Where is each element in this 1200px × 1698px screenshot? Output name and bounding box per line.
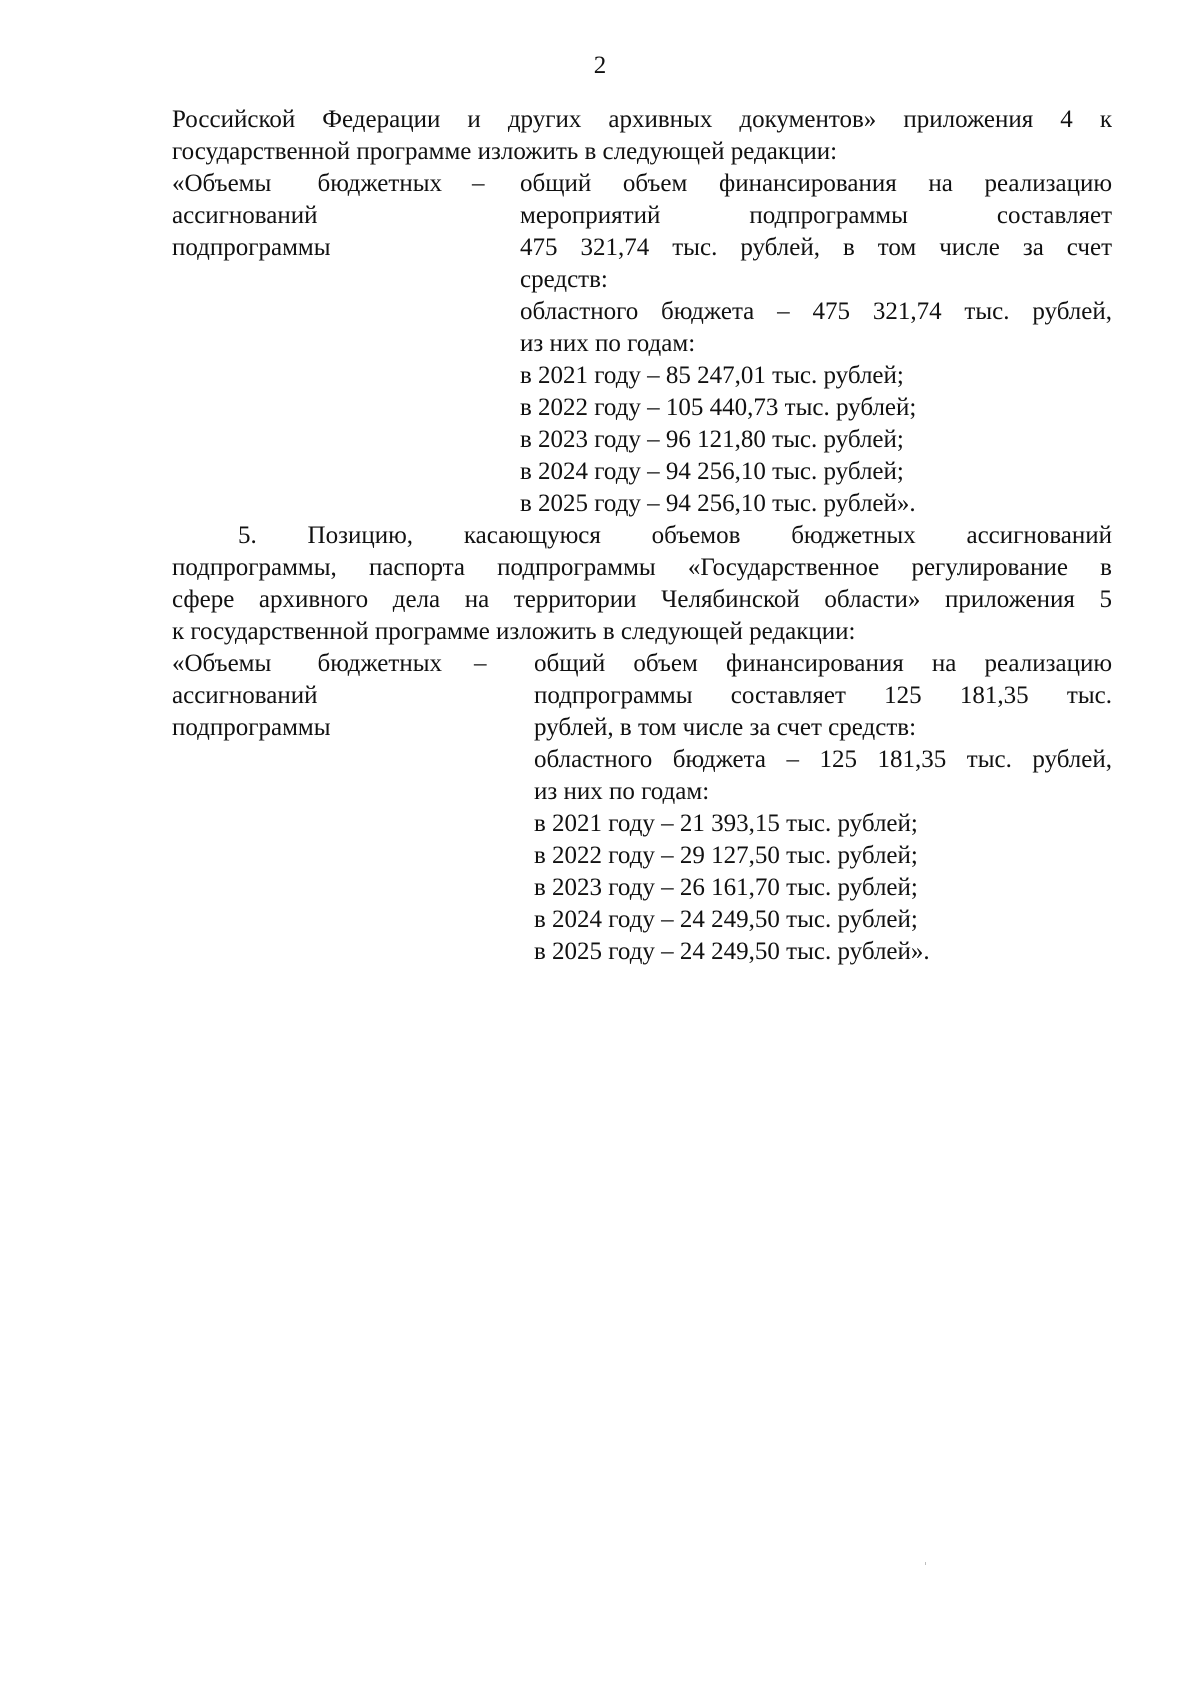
item-5-line: сфере архивного дела на территории Челябинской области» приложения 5	[172, 586, 1112, 613]
passport-value-line: 475 321,74 тыс. рублей, в том числе за счет	[520, 234, 1112, 261]
passport-block-2	[172, 648, 1112, 968]
passport-year-line: в 2021 году – 21 393,15 тыс. рублей;	[534, 810, 918, 837]
passport-value-line: из них по годам:	[534, 778, 710, 805]
intro-line: Российской Федерации и других архивных документов» приложения 4 к	[172, 106, 1112, 133]
passport-year-line: в 2024 году – 94 256,10 тыс. рублей;	[520, 458, 904, 485]
passport-year-line: в 2022 году – 29 127,50 тыс. рублей;	[534, 842, 918, 869]
item-5-line: подпрограммы, паспорта подпрограммы «Государственное регулирование в	[172, 554, 1112, 581]
passport-year-line: в 2025 году – 94 256,10 тыс. рублей».	[520, 490, 916, 517]
item-5-paragraph	[172, 520, 1112, 648]
intro-line: государственной программе изложить в следующей редакции:	[172, 138, 838, 165]
passport-value-line: общий объем финансирования на реализацию	[520, 170, 1112, 197]
passport-label-line: подпрограммы	[172, 234, 331, 261]
item-5-line: к государственной программе изложить в следующей редакции:	[172, 618, 856, 645]
passport-value-line: мероприятий подпрограммы составляет	[520, 202, 1112, 229]
passport-label-line: подпрограммы	[172, 714, 331, 741]
passport-value-line: средств:	[520, 266, 608, 293]
passport-year-line: в 2023 году – 96 121,80 тыс. рублей;	[520, 426, 904, 453]
passport-year-line: в 2025 году – 24 249,50 тыс. рублей».	[534, 938, 930, 965]
document-body	[172, 104, 1112, 968]
passport-year-line: в 2021 году – 85 247,01 тыс. рублей;	[520, 362, 904, 389]
passport-value-line: из них по годам:	[520, 330, 696, 357]
passport-value-line: областного бюджета – 475 321,74 тыс. рублей,	[520, 298, 1112, 325]
passport-year-line: в 2022 году – 105 440,73 тыс. рублей;	[520, 394, 917, 421]
passport-dash: –	[474, 650, 487, 677]
passport-label-line: ассигнований	[172, 682, 318, 709]
passport-value-line: общий объем финансирования на реализацию	[534, 650, 1112, 677]
passport-label-line: ассигнований	[172, 202, 318, 229]
passport-value-line: подпрограммы составляет 125 181,35 тыс.	[534, 682, 1112, 709]
scan-speck	[925, 1562, 926, 1565]
passport-year-line: в 2024 году – 24 249,50 тыс. рублей;	[534, 906, 918, 933]
passport-label-line: «Объемы бюджетных	[172, 170, 442, 197]
passport-label-line: «Объемы бюджетных	[172, 650, 442, 677]
passport-value-line: рублей, в том числе за счет средств:	[534, 714, 917, 741]
passport-dash: –	[472, 170, 485, 197]
intro-paragraph	[172, 104, 1112, 168]
passport-value-line: областного бюджета – 125 181,35 тыс. рублей,	[534, 746, 1112, 773]
item-5-line: 5. Позицию, касающуюся объемов бюджетных ассигнований	[238, 522, 1112, 549]
passport-year-line: в 2023 году – 26 161,70 тыс. рублей;	[534, 874, 918, 901]
page-number: 2	[593, 52, 607, 79]
passport-block-1	[172, 168, 1112, 520]
